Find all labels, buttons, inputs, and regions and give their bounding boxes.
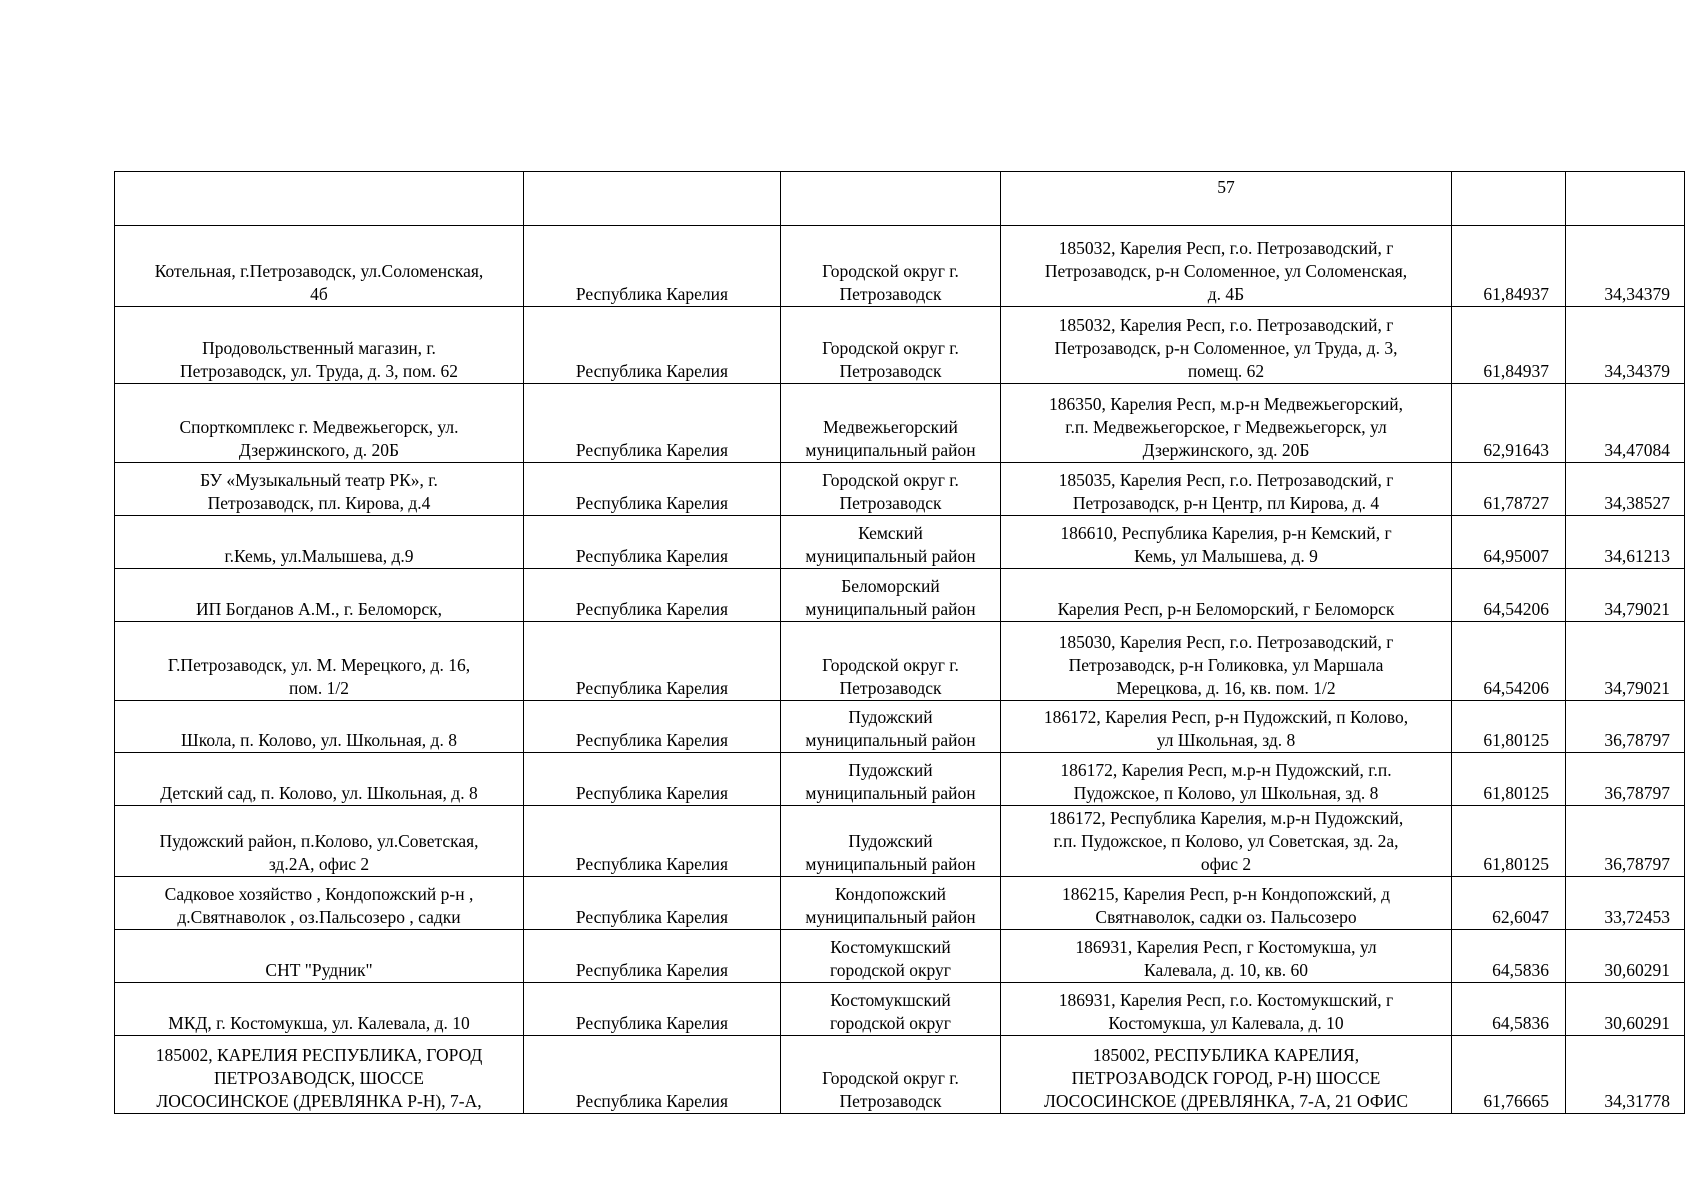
- object-name-cell: Котельная, г.Петрозаводск, ул.Соломенская, 4б: [115, 226, 524, 307]
- table-row: [115, 516, 1685, 569]
- latitude-cell: 61,80125: [1452, 701, 1566, 753]
- region-cell: Республика Карелия: [524, 516, 781, 569]
- object-name-cell: ИП Богданов А.М., г. Беломорск,: [115, 569, 524, 622]
- object-name-cell: СНТ "Рудник": [115, 930, 524, 983]
- longitude-cell: 34,61213: [1566, 516, 1685, 569]
- address-cell: 186931, Карелия Респ, г Костомукша, ул Калевала, д. 10, кв. 60: [1001, 930, 1452, 983]
- latitude-cell: 61,76665: [1452, 1036, 1566, 1114]
- table-row: [115, 983, 1685, 1036]
- table-row: [115, 753, 1685, 806]
- municipality-cell: Медвежьегорский муниципальный район: [781, 384, 1001, 463]
- municipality-cell: Кондопожский муниципальный район: [781, 877, 1001, 930]
- page-number: 57: [1001, 172, 1452, 226]
- empty-cell: [1566, 172, 1685, 226]
- region-cell: Республика Карелия: [524, 806, 781, 877]
- address-cell: 185035, Карелия Респ, г.о. Петрозаводский, г Петрозаводск, р-н Центр, пл Кирова, д. 4: [1001, 463, 1452, 516]
- longitude-cell: 36,78797: [1566, 701, 1685, 753]
- longitude-cell: 34,34379: [1566, 307, 1685, 384]
- document-table: [114, 171, 1685, 1114]
- longitude-cell: 36,78797: [1566, 806, 1685, 877]
- region-cell: Республика Карелия: [524, 226, 781, 307]
- latitude-cell: 61,84937: [1452, 307, 1566, 384]
- address-cell: 185032, Карелия Респ, г.о. Петрозаводский, г Петрозаводск, р-н Соломенное, ул Труда, д. 3, помещ. 62: [1001, 307, 1452, 384]
- municipality-cell: Кемский муниципальный район: [781, 516, 1001, 569]
- region-cell: Республика Карелия: [524, 983, 781, 1036]
- latitude-cell: 64,95007: [1452, 516, 1566, 569]
- municipality-cell: Пудожский муниципальный район: [781, 753, 1001, 806]
- object-name-cell: Пудожский район, п.Колово, ул.Советская, зд.2А, офис 2: [115, 806, 524, 877]
- object-name-cell: Школа, п. Колово, ул. Школьная, д. 8: [115, 701, 524, 753]
- latitude-cell: 64,5836: [1452, 983, 1566, 1036]
- address-cell: 186215, Карелия Респ, р-н Кондопожский, д Святнаволок, садки оз. Пальсозеро: [1001, 877, 1452, 930]
- longitude-cell: 34,79021: [1566, 569, 1685, 622]
- table-row: [115, 1036, 1685, 1114]
- table-row: [115, 701, 1685, 753]
- page-number-row: [115, 172, 1685, 226]
- table-row: [115, 806, 1685, 877]
- region-cell: Республика Карелия: [524, 930, 781, 983]
- table-row: [115, 463, 1685, 516]
- longitude-cell: 30,60291: [1566, 930, 1685, 983]
- latitude-cell: 61,80125: [1452, 753, 1566, 806]
- latitude-cell: 64,54206: [1452, 622, 1566, 701]
- municipality-cell: Городской округ г. Петрозаводск: [781, 1036, 1001, 1114]
- object-name-cell: Спорткомплекс г. Медвежьегорск, ул. Дзержинского, д. 20Б: [115, 384, 524, 463]
- municipality-cell: Костомукшский городской округ: [781, 983, 1001, 1036]
- table-row: [115, 622, 1685, 701]
- address-cell: 185030, Карелия Респ, г.о. Петрозаводский, г Петрозаводск, р-н Голиковка, ул Маршала Мерецкова, д. 16, кв. пом. 1/2: [1001, 622, 1452, 701]
- table-row: [115, 569, 1685, 622]
- object-name-cell: г.Кемь, ул.Малышева, д.9: [115, 516, 524, 569]
- region-cell: Республика Карелия: [524, 307, 781, 384]
- latitude-cell: 62,91643: [1452, 384, 1566, 463]
- table-row: [115, 307, 1685, 384]
- empty-cell: [1452, 172, 1566, 226]
- region-cell: Республика Карелия: [524, 463, 781, 516]
- latitude-cell: 64,54206: [1452, 569, 1566, 622]
- latitude-cell: 61,78727: [1452, 463, 1566, 516]
- address-cell: 186172, Карелия Респ, р-н Пудожский, п Колово, ул Школьная, зд. 8: [1001, 701, 1452, 753]
- table-row: [115, 877, 1685, 930]
- longitude-cell: 33,72453: [1566, 877, 1685, 930]
- longitude-cell: 30,60291: [1566, 983, 1685, 1036]
- object-name-cell: Г.Петрозаводск, ул. М. Мерецкого, д. 16, пом. 1/2: [115, 622, 524, 701]
- empty-cell: [115, 172, 524, 226]
- longitude-cell: 34,79021: [1566, 622, 1685, 701]
- region-cell: Республика Карелия: [524, 877, 781, 930]
- object-name-cell: 185002, КАРЕЛИЯ РЕСПУБЛИКА, ГОРОД ПЕТРОЗАВОДСК, ШОССЕ ЛОСОСИНСКОЕ (ДРЕВЛЯНКА Р-Н), 7-А,: [115, 1036, 524, 1114]
- latitude-cell: 62,6047: [1452, 877, 1566, 930]
- latitude-cell: 64,5836: [1452, 930, 1566, 983]
- table-row: [115, 930, 1685, 983]
- address-cell: 186350, Карелия Респ, м.р-н Медвежьегорский, г.п. Медвежьегорское, г Медвежьегорск, ул Дзержинского, зд. 20Б: [1001, 384, 1452, 463]
- object-name-cell: МКД, г. Костомукша, ул. Калевала, д. 10: [115, 983, 524, 1036]
- address-cell: 185032, Карелия Респ, г.о. Петрозаводский, г Петрозаводск, р-н Соломенное, ул Соломенская, д. 4Б: [1001, 226, 1452, 307]
- region-cell: Республика Карелия: [524, 384, 781, 463]
- municipality-cell: Пудожский муниципальный район: [781, 806, 1001, 877]
- address-cell: Карелия Респ, р-н Беломорский, г Беломорск: [1001, 569, 1452, 622]
- empty-cell: [524, 172, 781, 226]
- region-cell: Республика Карелия: [524, 1036, 781, 1114]
- object-name-cell: Продовольственный магазин, г. Петрозаводск, ул. Труда, д. 3, пом. 62: [115, 307, 524, 384]
- region-cell: Республика Карелия: [524, 622, 781, 701]
- latitude-cell: 61,80125: [1452, 806, 1566, 877]
- longitude-cell: 34,47084: [1566, 384, 1685, 463]
- municipality-cell: Городской округ г. Петрозаводск: [781, 226, 1001, 307]
- empty-cell: [781, 172, 1001, 226]
- municipality-cell: Пудожский муниципальный район: [781, 701, 1001, 753]
- region-cell: Республика Карелия: [524, 701, 781, 753]
- longitude-cell: 36,78797: [1566, 753, 1685, 806]
- address-cell: 186610, Республика Карелия, р-н Кемский, г Кемь, ул Малышева, д. 9: [1001, 516, 1452, 569]
- table-row: [115, 384, 1685, 463]
- address-cell: 186931, Карелия Респ, г.о. Костомукшский, г Костомукша, ул Калевала, д. 10: [1001, 983, 1452, 1036]
- latitude-cell: 61,84937: [1452, 226, 1566, 307]
- longitude-cell: 34,34379: [1566, 226, 1685, 307]
- longitude-cell: 34,31778: [1566, 1036, 1685, 1114]
- municipality-cell: Костомукшский городской округ: [781, 930, 1001, 983]
- object-name-cell: Садковое хозяйство , Кондопожский р-н , д.Святнаволок , оз.Пальсозеро , садки: [115, 877, 524, 930]
- region-cell: Республика Карелия: [524, 753, 781, 806]
- object-name-cell: БУ «Музыкальный театр РК», г. Петрозаводск, пл. Кирова, д.4: [115, 463, 524, 516]
- object-name-cell: Детский сад, п. Колово, ул. Школьная, д. 8: [115, 753, 524, 806]
- table-row: [115, 226, 1685, 307]
- municipality-cell: Беломорский муниципальный район: [781, 569, 1001, 622]
- municipality-cell: Городской округ г. Петрозаводск: [781, 622, 1001, 701]
- region-cell: Республика Карелия: [524, 569, 781, 622]
- municipality-cell: Городской округ г. Петрозаводск: [781, 463, 1001, 516]
- municipality-cell: Городской округ г. Петрозаводск: [781, 307, 1001, 384]
- table-body: [115, 172, 1685, 1114]
- longitude-cell: 34,38527: [1566, 463, 1685, 516]
- address-cell: 186172, Республика Карелия, м.р-н Пудожский, г.п. Пудожское, п Колово, ул Советская, зд. 2а, офис 2: [1001, 806, 1452, 877]
- address-cell: 186172, Карелия Респ, м.р-н Пудожский, г.п. Пудожское, п Колово, ул Школьная, зд. 8: [1001, 753, 1452, 806]
- address-cell: 185002, РЕСПУБЛИКА КАРЕЛИЯ, ПЕТРОЗАВОДСК ГОРОД, Р-Н) ШОССЕ ЛОСОСИНСКОЕ (ДРЕВЛЯНКА, 7-А, 21 ОФИС: [1001, 1036, 1452, 1114]
